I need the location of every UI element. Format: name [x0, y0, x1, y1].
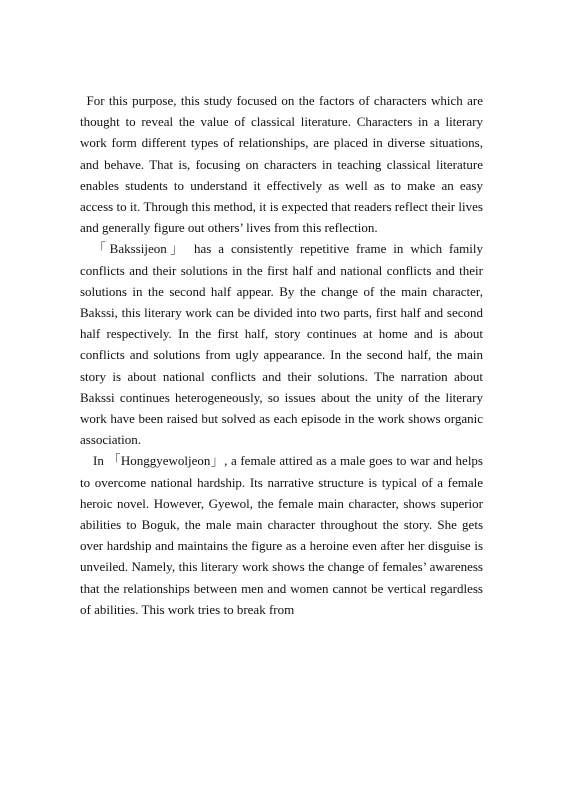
document-body — [80, 90, 483, 620]
paragraph-honggyewoljeon: In 「Honggyewoljeon」, a female attired as a male goes to war and helps to overcome national hardship. Its narrative structure is typical of a female heroic novel. However, Gyewol, the female main character, shows superior abilities to Boguk, the male main character throughout the story. She gets over hardship and maintains the figure as a heroine even after her disguise is unveiled. Namely, this literary work shows the change of females’ awareness that the relationships between men and women cannot be vertical regardless of abilities. This work tries to break from — [80, 453, 483, 617]
paragraph-study-purpose: For this purpose, this study focused on the factors of characters which are thought to reveal the value of classical literature. Characters in a literary work form different types of relationships, are placed in diverse situations, and behave. That is, focusing on characters in teaching classical literature enables students to understand it effectively as well as to make an easy access to it. Through this method, it is expected that readers reflect their lives and generally figure out others’ lives from this reflection. — [80, 93, 483, 236]
paragraph-bakssijeon: 「Bakssijeon」 has a consistently repetitive frame in which family conflicts and their solutions in the first half and national conflicts and their solutions in the second half appear. By the change of the main character, Bakssi, this literary work can be divided into two parts, first half and second half respectively. In the first half, story continues at home and is about conflicts and solutions from ugly appearance. In the second half, the main story is about national conflicts and their solutions. The narration about Bakssi continues heterogeneously, so issues about the unity of the literary work have been raised but solved as each episode in the work shows organic association. — [80, 241, 483, 448]
